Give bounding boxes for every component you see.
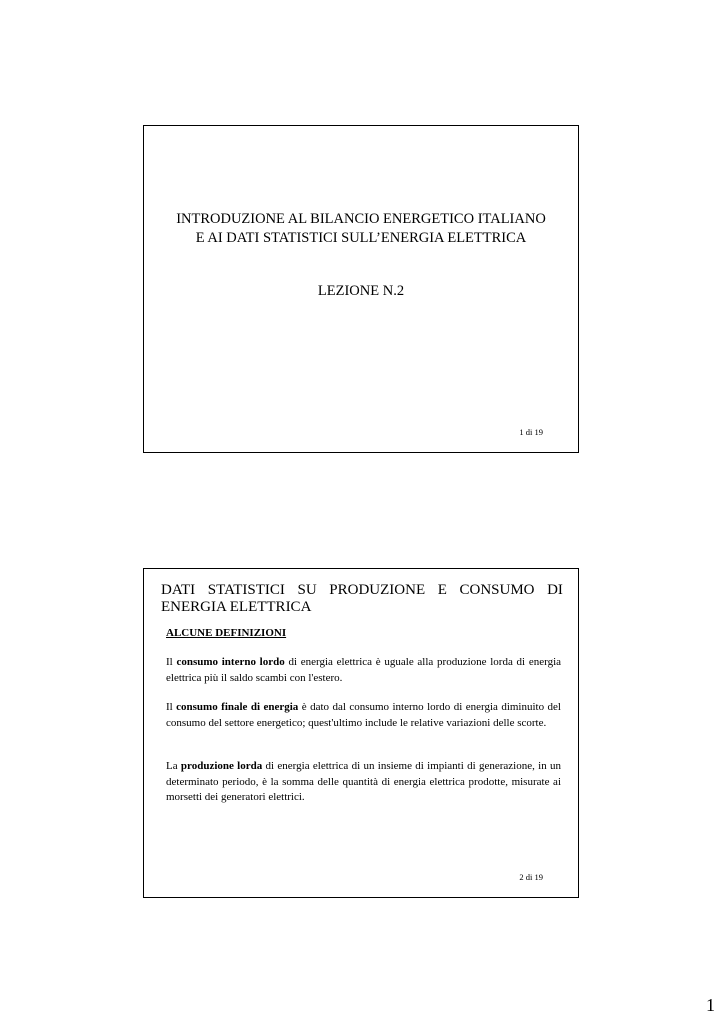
slide-1-title-line-2: E AI DATI STATISTICI SULL’ENERGIA ELETTRICA — [195, 230, 527, 246]
para-3-term: produzione lorda — [180, 760, 263, 772]
para-2-post: è dato dal consumo interno lordo di energia diminuito del consumo del settore energetico; quest'ultimo include le relative variazioni delle scorte. — [166, 701, 561, 729]
slide-1-page-number: 1 di 19 — [519, 427, 543, 437]
section-heading: ALCUNE DEFINIZIONI — [166, 627, 287, 639]
definition-paragraph-2 — [166, 700, 561, 731]
title-word: SU — [297, 582, 317, 598]
para-2-term: consumo finale di energia — [176, 701, 299, 713]
definition-paragraph-3 — [166, 759, 561, 806]
slide-1-subtitle: LEZIONE N.2 — [317, 283, 405, 299]
title-word: DATI — [161, 582, 196, 598]
para-3-pre: La — [166, 760, 181, 772]
definition-paragraph-1 — [166, 655, 561, 686]
slide-2-title — [161, 582, 563, 616]
slide-1-title — [144, 210, 578, 248]
slide-2-page-number: 2 di 19 — [519, 872, 543, 882]
title-word: E — [437, 582, 447, 598]
slide-2-title-line-1 — [161, 582, 563, 599]
slide-1 — [143, 125, 579, 453]
sheet-page-number: 1 — [706, 995, 715, 1015]
para-1-term: consumo interno lordo — [176, 656, 285, 668]
slide-2 — [143, 568, 579, 898]
para-1-pre: Il — [166, 656, 177, 668]
slide-2-title-line-2: ENERGIA ELETTRICA — [161, 599, 312, 615]
para-2-pre: Il — [166, 701, 177, 713]
title-word: PRODUZIONE — [329, 582, 426, 598]
para-3-post: di energia elettrica di un insieme di impianti di generazione, in un determinato periodo, è la somma delle quantità di energia elettrica prodotte, misurate ai morsetti dei generatori elettrici. — [166, 760, 562, 803]
para-1-post: di energia elettrica è uguale alla produzione lorda di energia elettrica più il saldo scambi con l'estero. — [166, 656, 562, 684]
title-word: DI — [547, 582, 563, 598]
slide-1-title-line-1: INTRODUZIONE AL BILANCIO ENERGETICO ITALIANO — [176, 211, 546, 227]
title-word: STATISTICI — [207, 582, 285, 598]
title-word: CONSUMO — [459, 582, 535, 598]
